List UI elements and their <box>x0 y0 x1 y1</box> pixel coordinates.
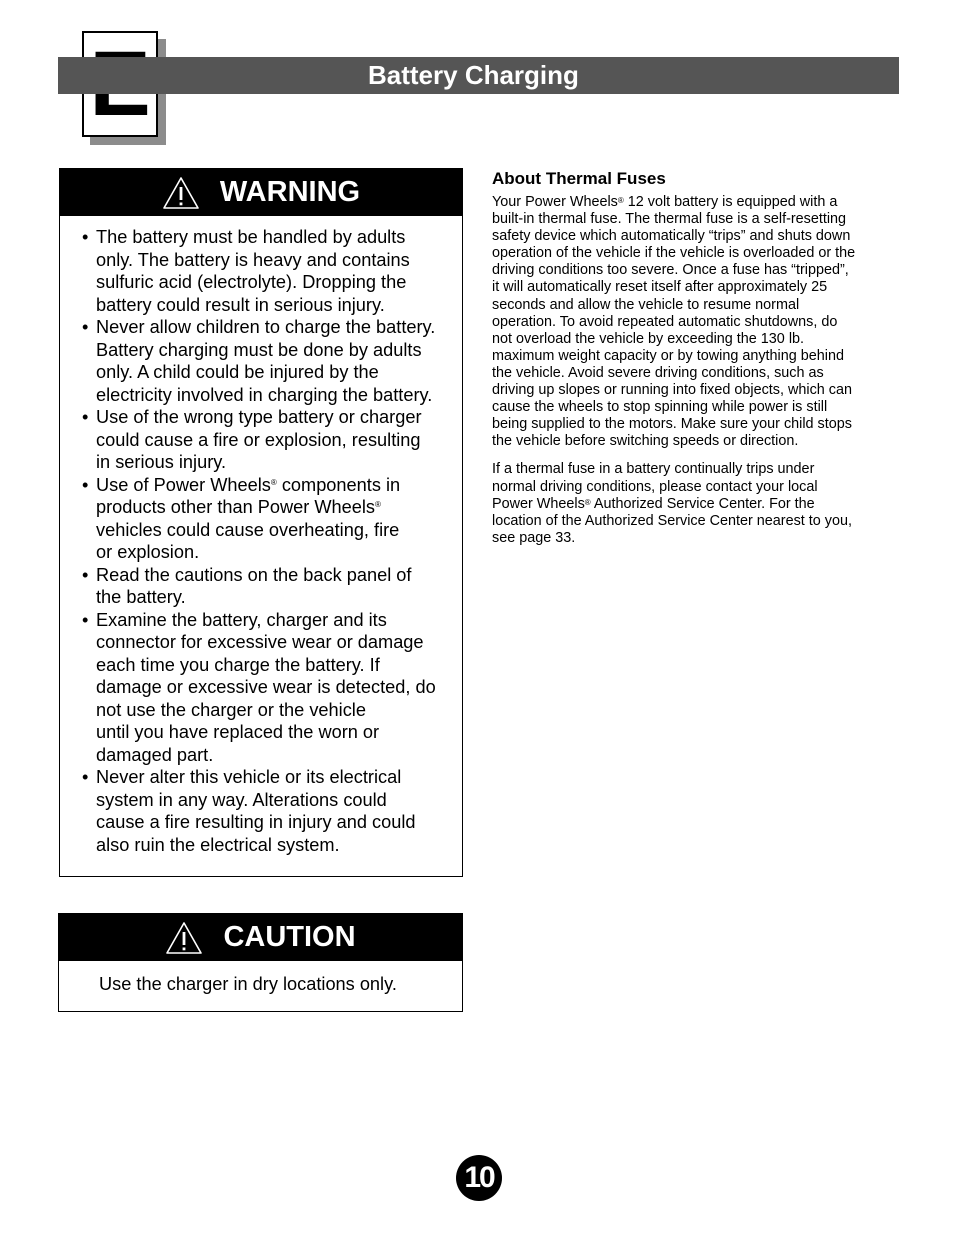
warning-triangle-icon <box>162 176 200 210</box>
text-line: products other than Power Wheels® <box>96 497 381 517</box>
text-line: Power Wheels® Authorized Service Center. For the <box>492 495 815 512</box>
text-line: The battery must be handled by adults <box>96 227 406 247</box>
warning-box <box>59 168 463 877</box>
text-line: being supplied to the motors. Make sure your child stops <box>492 416 852 433</box>
text-line: electricity involved in charging the battery. <box>96 384 433 405</box>
text-line: damage or excessive wear is detected, do <box>96 677 436 697</box>
text-line: the battery. <box>96 587 186 607</box>
title-bar <box>58 57 899 94</box>
thermal-fuses-paragraph-1 <box>492 194 892 450</box>
text-line: Never allow children to charge the battery. <box>96 317 436 337</box>
text-line: maximum weight capacity or by towing anything behind <box>492 347 844 364</box>
warning-item <box>82 316 452 406</box>
text-line: see page 33. <box>492 529 576 546</box>
text-line: until you have replaced the worn or <box>96 722 380 742</box>
warning-triangle-icon <box>165 921 203 955</box>
text-line: cause the wheels to stop spinning while power is still <box>492 399 828 416</box>
thermal-fuses-paragraph-2 <box>492 461 892 546</box>
text-line: battery could result in serious injury. <box>96 294 385 315</box>
text-line: only. A child could be injured by the <box>96 362 379 382</box>
text-line: not use the charger or the vehicle <box>96 699 366 720</box>
text-line: normal driving conditions, please contact your local <box>492 478 818 495</box>
text-line: cause a fire resulting in injury and could <box>96 812 416 832</box>
text-line: driving up slopes or running into fixed objects, which can <box>492 382 852 399</box>
text-line: connector for excessive wear or damage <box>96 632 424 652</box>
text-line: system in any way. Alterations could <box>96 789 387 810</box>
caution-heading: CAUTION <box>223 921 356 953</box>
text-line: safety device which automatically “trips” and shuts down <box>492 228 851 245</box>
warning-heading: WARNING <box>219 176 361 208</box>
text-line: Use of the wrong type battery or charger <box>96 407 422 427</box>
text-line: operation. To avoid repeated automatic shutdowns, do <box>492 313 838 330</box>
text-line: the vehicle before switching speeds or direction. <box>492 433 799 450</box>
text-line: operation of the vehicle if the vehicle is overloaded or the <box>492 245 856 262</box>
caution-box <box>58 913 463 1012</box>
warning-header <box>60 169 462 216</box>
text-line: Use of Power Wheels® components in <box>96 474 401 495</box>
warning-list <box>60 216 462 856</box>
text-line: or explosion. <box>96 542 200 562</box>
warning-item <box>82 474 452 564</box>
thermal-fuses-section <box>492 169 892 558</box>
warning-item <box>82 766 452 856</box>
caution-header <box>59 914 462 961</box>
text-line: could cause a fire or explosion, resulting <box>96 429 421 450</box>
text-line: each time you charge the battery. If <box>96 654 380 675</box>
warning-item <box>82 226 452 316</box>
text-line: driving conditions too severe. Once a fuse has “tripped”, <box>492 262 849 279</box>
text-line: sulfuric acid (electrolyte). Dropping the <box>96 272 407 292</box>
warning-item <box>82 564 452 609</box>
text-line: not overload the vehicle by exceeding the 130 lb. <box>492 330 805 347</box>
text-line: the vehicle. Avoid severe driving conditions, such as <box>492 364 824 381</box>
text-line: Examine the battery, charger and its <box>96 609 387 630</box>
thermal-fuses-heading: About Thermal Fuses <box>492 169 666 188</box>
text-line: Never alter this vehicle or its electrical <box>96 767 402 787</box>
warning-item <box>82 609 452 767</box>
text-line: Your Power Wheels® 12 volt battery is equipped with a <box>492 194 838 210</box>
text-line: damaged part. <box>96 744 214 765</box>
text-line: If a thermal fuse in a battery continually trips under <box>492 461 815 478</box>
text-line: Battery charging must be done by adults <box>96 339 422 360</box>
warning-item <box>82 406 452 474</box>
text-line: seconds and allow the vehicle to resume normal <box>492 296 800 313</box>
text-line: Read the cautions on the back panel of <box>96 564 412 585</box>
text-line: built-in thermal fuse. The thermal fuse is a self-resetting <box>492 211 847 228</box>
text-line: only. The battery is heavy and contains <box>96 249 410 270</box>
page-number: 10 <box>456 1155 502 1201</box>
text-line: in serious injury. <box>96 452 227 472</box>
text-line: also ruin the electrical system. <box>96 834 340 855</box>
caution-text: Use the charger in dry locations only. <box>99 974 397 994</box>
page-title: Battery Charging <box>368 60 579 90</box>
text-line: it will automatically reset itself after approximately 25 <box>492 279 828 296</box>
text-line: location of the Authorized Service Center nearest to you, <box>492 512 852 529</box>
text-line: vehicles could cause overheating, fire <box>96 519 400 540</box>
